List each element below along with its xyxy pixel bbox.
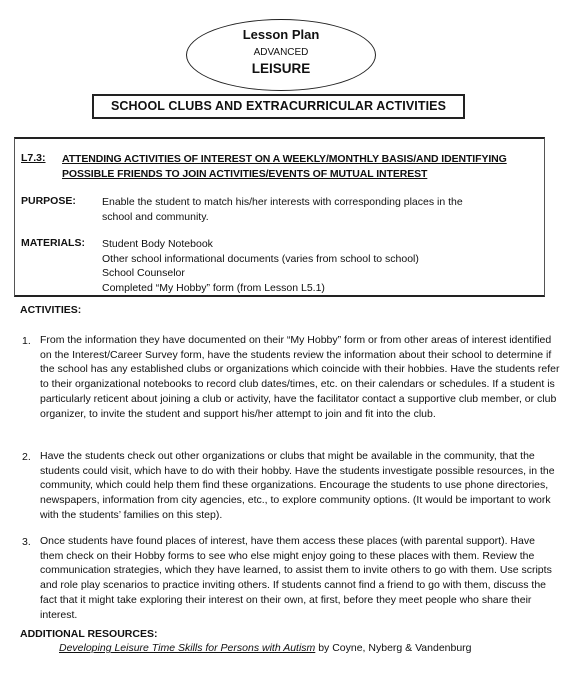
resource-book-title: Developing Leisure Time Skills for Persons with Autism	[59, 642, 316, 654]
materials-list	[102, 237, 419, 295]
materials-item: School Counselor	[102, 267, 185, 279]
activity-number: 1.	[22, 335, 31, 347]
activity-number: 2.	[22, 451, 31, 463]
header-line-subject: LEISURE	[251, 61, 311, 76]
header-line-level: ADVANCED	[253, 47, 309, 58]
resource-citation	[59, 642, 472, 654]
lesson-plan-header-oval	[186, 19, 376, 91]
purpose-line-1: Enable the student to match his/her interests with corresponding places in the	[102, 196, 463, 208]
materials-item: Student Body Notebook	[102, 238, 213, 250]
lesson-code: L7.3:	[21, 152, 46, 164]
purpose-text	[102, 195, 463, 224]
materials-item: Completed “My Hobby” form (from Lesson L5.1)	[102, 281, 325, 294]
lesson-title-line-2: POSSIBLE FRIENDS TO JOIN ACTIVITIES/EVENTS OF MUTUAL INTEREST	[62, 168, 428, 180]
materials-item: Other school informational documents (varies from school to school)	[102, 252, 419, 265]
unit-title: SCHOOL CLUBS AND EXTRACURRICULAR ACTIVITIES	[92, 94, 465, 119]
purpose-line-2: school and community.	[102, 210, 209, 223]
materials-label: MATERIALS:	[21, 237, 85, 249]
lesson-title	[62, 152, 507, 182]
header-line-lesson-plan: Lesson Plan	[242, 27, 320, 42]
activity-text: From the information they have documented on their “My Hobby” form or from other areas of interest identified on the Interest/Career Survey form, have the students review the information about their school to determine if the school has any established clubs or organizations which coincide with their hobbies. Have the students refer to their organizational notebooks to record club dates/times, etc. on their calendars or schedules. If a student is particularly reticent about joining a club or activity, have the facilitator contact a supportive club member, or club organizer, to invite the student and support his/her attempt to join and fit into the club.	[40, 334, 560, 420]
additional-resources-label: ADDITIONAL RESOURCES:	[20, 628, 158, 640]
activity-text: Once students have found places of interest, have them access these places (with parental support). Have them check on their Hobby forms to see who else might enjoy going to these places with them. Review the communication strategies, which they have learned, to assist them to invite others to go with them. Use scripts and role play scenarios to practice inviting others. If students cannot find a friend to go with them, discuss the fact that it might take exploring their interest on their own, at first, before they meet people who share their interest.	[40, 535, 552, 621]
resource-authors: by Coyne, Nyberg & Vandenburg	[315, 642, 472, 654]
lesson-title-line-1: ATTENDING ACTIVITIES OF INTEREST ON A WEEKLY/MONTHLY BASIS/AND IDENTIFYING	[62, 153, 507, 165]
activity-number: 3.	[22, 536, 31, 548]
activities-label: ACTIVITIES:	[20, 304, 82, 316]
purpose-label: PURPOSE:	[21, 195, 76, 207]
activity-text: Have the students check out other organizations or clubs that might be available in the community, that the students could visit, which have to do with their hobby. Have the students investigate possible resources, in the community, which could help them find these organizations. Encourage the students to use phone directories, newspapers, information from city agencies, etc., to explore community options. (It would be important to work with the students’ families on this step).	[40, 450, 555, 521]
